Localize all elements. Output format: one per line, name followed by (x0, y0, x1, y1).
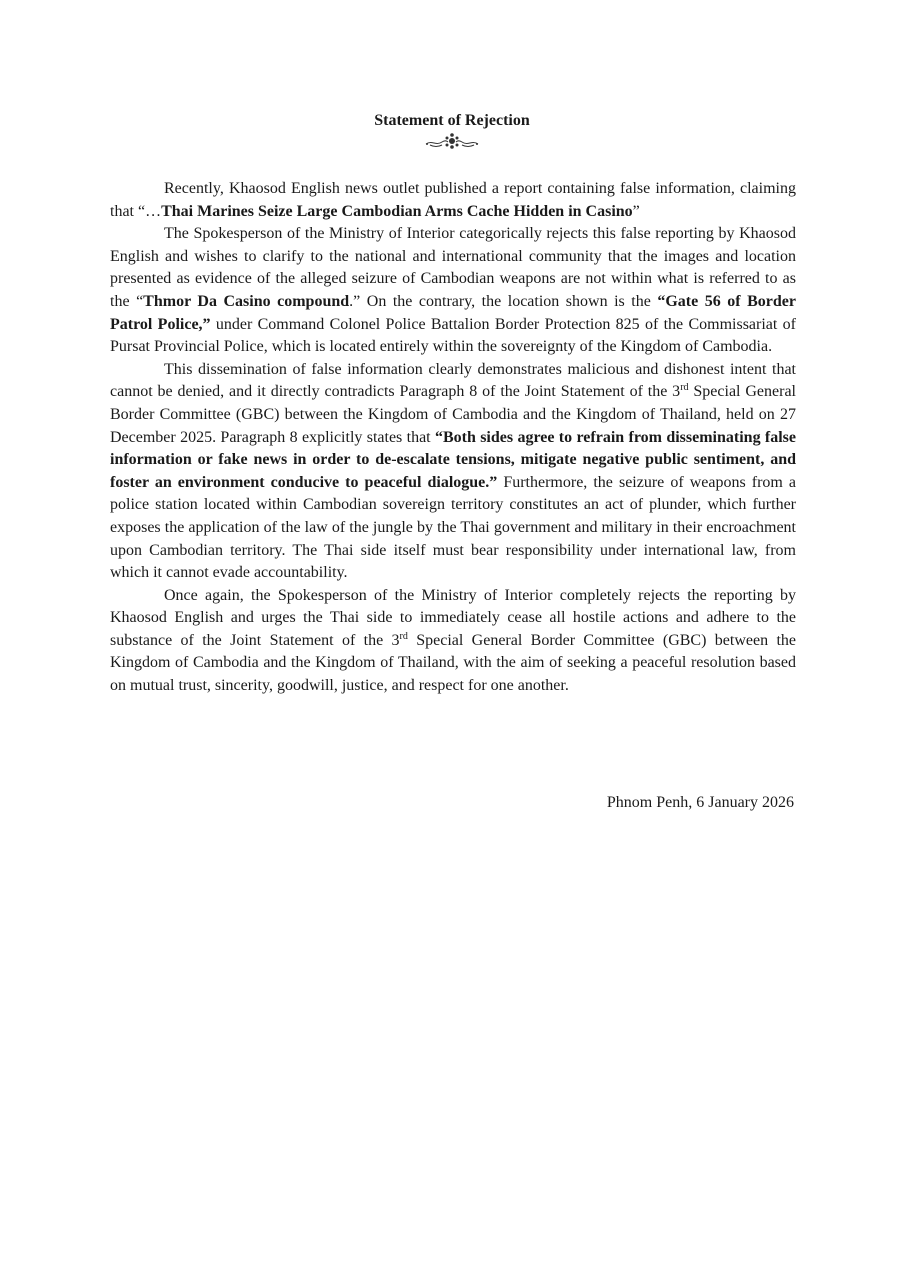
paragraph-4: Once again, the Spokesperson of the Ministry of Interior completely rejects the reporting by Khaosod English and urges the Thai side to immediately cease all hostile actions and adhere to the substance of the Joint Statement of the 3rd Special General Border Committee (GBC) between the Kingdom of Cambodia and the Kingdom of Thailand, with the aim of seeking a peaceful resolution based on mutual trust, sincerity, goodwill, justice, and respect for one another. (110, 586, 796, 695)
document-title: Statement of Rejection (374, 112, 530, 129)
floral-divider-icon (422, 132, 482, 150)
document-body (110, 178, 796, 698)
dateline: Phnom Penh, 6 January 2026 (606, 794, 794, 811)
paragraph-2: The Spokesperson of the Ministry of Interior categorically rejects this false reporting by Khaosod English and wishes to clarify to the national and international community that the images and location presented as evidence of the alleged seizure of Cambodian weapons are not within what is referred to as the “Thmor Da Casino compound.” On the contrary, the location shown is the “Gate 56 of Border Patrol Police,” under Command Colonel Police Battalion Border Protection 825 of the Commissariat of Pursat Provincial Police, which is located entirely within the sovereignty of the Kingdom of Cambodia. (110, 225, 796, 356)
paragraph-3: This dissemination of false information clearly demonstrates malicious and dishonest intent that cannot be denied, and it directly contradicts Paragraph 8 of the Joint Statement of the 3rd Special General Border Committee (GBC) between the Kingdom of Cambodia and the Kingdom of Thailand, held on 27 December 2025. Paragraph 8 explicitly states that “Both sides agree to refrain from disseminating false information or fake news in order to de-escalate tensions, mitigate negative public sentiment, and foster an environment conducive to peaceful dialogue.” Furthermore, the seizure of weapons from a police station located within Cambodian sovereign territory constitutes an act of plunder, which further exposes the application of the law of the jungle by the Thai government and military in their encroachment upon Cambodian territory. The Thai side itself must bear responsibility under international law, from which it cannot evade accountability. (110, 360, 797, 582)
paragraph-1: Recently, Khaosod English news outlet published a report containing false information, claiming that “…Thai Marines Seize Large Cambodian Arms Cache Hidden in Casino” (110, 180, 796, 220)
